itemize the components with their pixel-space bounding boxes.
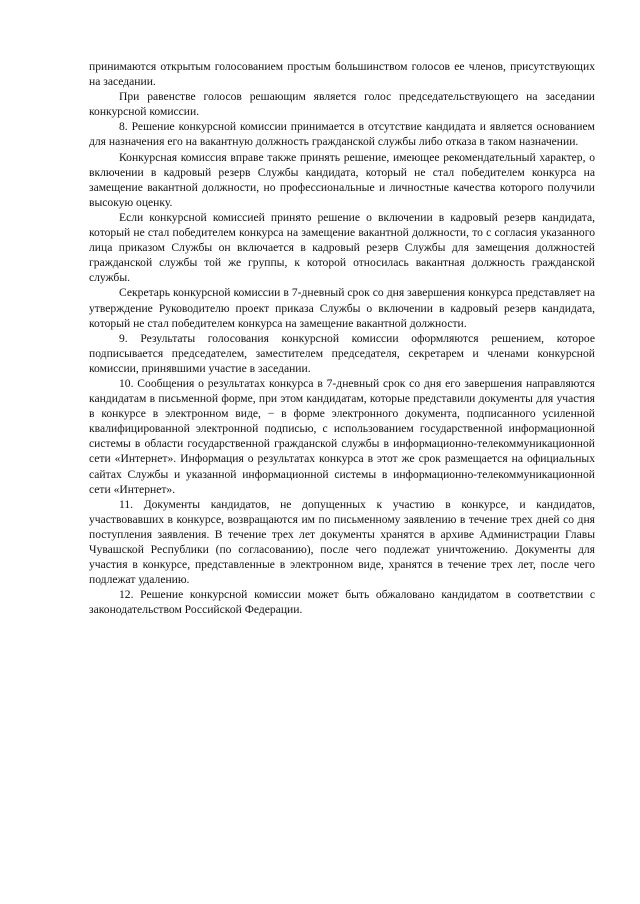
paragraph-tie-vote: При равенстве голосов решающим является голос председательствующего на заседании конкурсной комиссии. — [89, 90, 595, 119]
paragraph-item-10: 10. Сообщения о результатах конкурса в 7-дневный срок со дня его завершения направляются кандидатам в письменной форме, при этом кандидатам, которые представили документы для участия в конкурсе в электронном виде, − в форме электронного документа, подписанного усиленной квалифицированной электронной подписью, с использованием государственной информационной системы в области государственной гражданской службы в информационно-телекоммуникационной сети «Интернет». Информация о результатах конкурса в этот же срок размещается на официальных сайтах Службы и указанной информационной системы в информационно-телекоммуникационной сети «Интернет». — [89, 376, 595, 496]
paragraph-item-12: 12. Решение конкурсной комиссии может быть обжаловано кандидатом в соответствии с законодательством Российской Федерации. — [89, 588, 595, 617]
paragraph-reserve-recommendation: Конкурсная комиссия вправе также принять решение, имеющее рекомендательный характер, о включении в кадровый резерв Службы кандидата, который не стал победителем конкурса на замещение вакантной должности, но профессиональные и личностные качества которого получили высокую оценку. — [89, 150, 595, 209]
paragraph-reserve-inclusion: Если конкурсной комиссией принято решение о включении в кадровый резерв кандидата, который не стал победителем конкурса на замещение вакантной должности, то с согласия указанного лица приказом Службы он включается в кадровый резерв Службы для замещения должностей гражданской службы той же группы, к которой относилась вакантная должность гражданской службы. — [89, 210, 595, 285]
paragraph-voting-continuation: принимаются открытым голосованием простым большинством голосов ее членов, присутствующих на заседании. — [89, 60, 595, 89]
paragraph-item-8: 8. Решение конкурсной комиссии принимается в отсутствие кандидата и является основанием для назначения его на вакантную должность гражданской службы либо отказа в таком назначении. — [89, 120, 595, 149]
paragraph-item-9: 9. Результаты голосования конкурсной комиссии оформляются решением, которое подписывается председателем, заместителем председателя, секретарем и членами конкурсной комиссии, принявшими участие в заседании. — [89, 331, 595, 375]
paragraph-item-11: 11. Документы кандидатов, не допущенных к участию в конкурсе, и кандидатов, участвовавших в конкурсе, возвращаются им по письменному заявлению в течение трех дней со дня поступления заявления. В течение трех лет документы хранятся в архиве Администрации Главы Чувашской Республики (по согласованию), после чего подлежат уничтожению. Документы для участия в конкурсе, представленные в электронном виде, хранятся в течение трех лет, после чего подлежат удалению. — [89, 497, 595, 587]
document-page — [89, 59, 595, 617]
paragraph-secretary-order: Секретарь конкурсной комиссии в 7-дневный срок со дня завершения конкурса представляет на утверждение Руководителю проект приказа Службы о включении в кадровый резерв кандидата, который не стал победителем конкурса на замещение вакантной должности. — [89, 286, 595, 330]
